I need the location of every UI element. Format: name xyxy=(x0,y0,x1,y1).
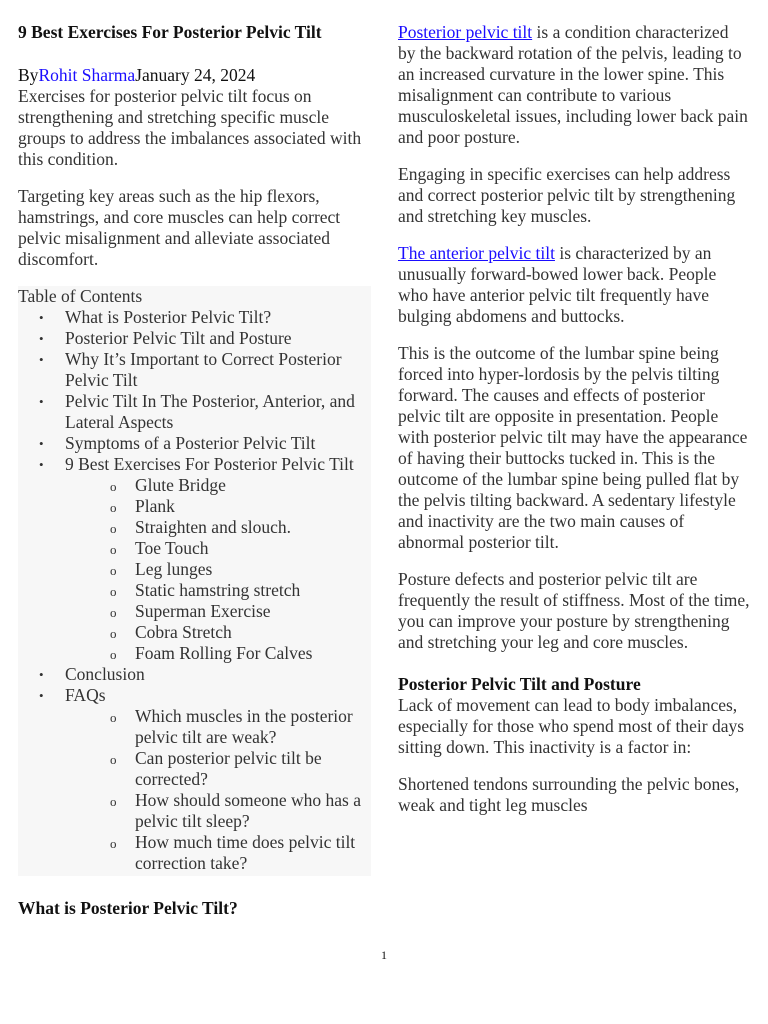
toc-item-faqs[interactable]: • FAQs xyxy=(18,685,371,706)
toc-exercise-sublist xyxy=(18,475,371,664)
toc-faq-sublist xyxy=(18,706,371,874)
right-column xyxy=(398,22,750,816)
toc-list-continued xyxy=(18,664,371,706)
intro-paragraph-1: Exercises for posterior pelvic tilt focus on strengthening and stretching specific muscle groups to address the imbalances associated with this condition. xyxy=(18,86,362,169)
toc-title: Table of Contents xyxy=(18,286,143,306)
toc-item[interactable]: • 9 Best Exercises For Posterior Pelvic Tilt xyxy=(18,454,371,475)
toc-subitem[interactable]: o Foam Rolling For Calves xyxy=(18,643,371,664)
posterior-pelvic-tilt-link[interactable]: Posterior pelvic tilt xyxy=(398,22,533,42)
paragraph-3 xyxy=(398,243,750,327)
toc-subitem[interactable]: o Straighten and slouch. xyxy=(18,517,371,538)
paragraph-2: Engaging in specific exercises can help address and correct posterior pelvic tilt by strengthening and stretching key muscles. xyxy=(398,164,736,226)
section-heading: What is Posterior Pelvic Tilt? xyxy=(18,898,238,918)
toc-item-conclusion[interactable]: • Conclusion xyxy=(18,664,371,685)
toc-subitem[interactable]: o Static hamstring stretch xyxy=(18,580,371,601)
page-number: 1 xyxy=(381,948,387,962)
toc-subitem[interactable]: o Plank xyxy=(18,496,371,517)
publish-date: January 24, 2024 xyxy=(135,65,256,85)
paragraph-4: This is the outcome of the lumbar spine being forced into hyper-lordosis by the pelvis tilting forward. The causes and effects of posterior pelvic tilt are opposite in presentation. People with posterior pelvic tilt may have the appearance of having their buttocks tucked in. This is the outcome of the lumbar spine being pulled flat by the pelvis tilting backward. A sedentary lifestyle and inactivity are the two main causes of abnormal posterior tilt. xyxy=(398,343,748,552)
byline xyxy=(18,65,371,86)
author-link[interactable]: Rohit Sharma xyxy=(38,65,136,85)
paragraph-6: Lack of movement can lead to body imbalances, especially for those who spend most of their days sitting down. This inactivity is a factor in: xyxy=(398,695,745,757)
paragraph-5: Posture defects and posterior pelvic tilt are frequently the result of stiffness. Most of the time, you can improve your posture by strengthening and stretching your leg and core muscles. xyxy=(398,569,750,652)
paragraph-1 xyxy=(398,22,750,148)
toc-subitem[interactable]: o Leg lunges xyxy=(18,559,371,580)
table-of-contents xyxy=(18,286,371,876)
toc-subitem[interactable]: o Superman Exercise xyxy=(18,601,371,622)
toc-item[interactable]: • What is Posterior Pelvic Tilt? xyxy=(18,307,371,328)
toc-subitem[interactable]: o How much time does pelvic tilt correction take? xyxy=(18,832,371,874)
toc-item[interactable]: • Why It’s Important to Correct Posterior Pelvic Tilt xyxy=(18,349,371,391)
toc-subitem[interactable]: o Cobra Stretch xyxy=(18,622,371,643)
toc-list xyxy=(18,307,371,475)
toc-subitem[interactable]: o Can posterior pelvic tilt be corrected? xyxy=(18,748,371,790)
left-column xyxy=(18,22,371,919)
toc-subitem[interactable]: o Which muscles in the posterior pelvic tilt are weak? xyxy=(18,706,371,748)
toc-subitem[interactable]: o How should someone who has a pelvic tilt sleep? xyxy=(18,790,371,832)
paragraph-1-text: is a condition characterized by the backward rotation of the pelvis, leading to an increased curvature in the lower spine. This misalignment can contribute to various musculoskeletal issues, including lower back pain and poor posture. xyxy=(398,22,748,147)
anterior-pelvic-tilt-link[interactable]: The anterior pelvic tilt xyxy=(398,243,555,263)
byline-prefix: By xyxy=(18,65,39,85)
paragraph-3-text: is characterized by an unusually forward-bowed lower back. People who have anterior pelvic tilt frequently have bulging abdomens and buttocks. xyxy=(398,243,717,326)
intro-paragraph-2: Targeting key areas such as the hip flexors, hamstrings, and core muscles can help correct pelvic misalignment and alleviate associated discomfort. xyxy=(18,186,341,269)
article-title: 9 Best Exercises For Posterior Pelvic Tilt xyxy=(18,22,322,42)
toc-subitem[interactable]: o Toe Touch xyxy=(18,538,371,559)
section-heading: Posterior Pelvic Tilt and Posture xyxy=(398,674,641,694)
toc-item[interactable]: • Symptoms of a Posterior Pelvic Tilt xyxy=(18,433,371,454)
toc-subitem[interactable]: o Glute Bridge xyxy=(18,475,371,496)
paragraph-7: Shortened tendons surrounding the pelvic bones, weak and tight leg muscles xyxy=(398,774,740,815)
toc-item[interactable]: • Pelvic Tilt In The Posterior, Anterior, and Lateral Aspects xyxy=(18,391,371,433)
toc-item[interactable]: • Posterior Pelvic Tilt and Posture xyxy=(18,328,371,349)
